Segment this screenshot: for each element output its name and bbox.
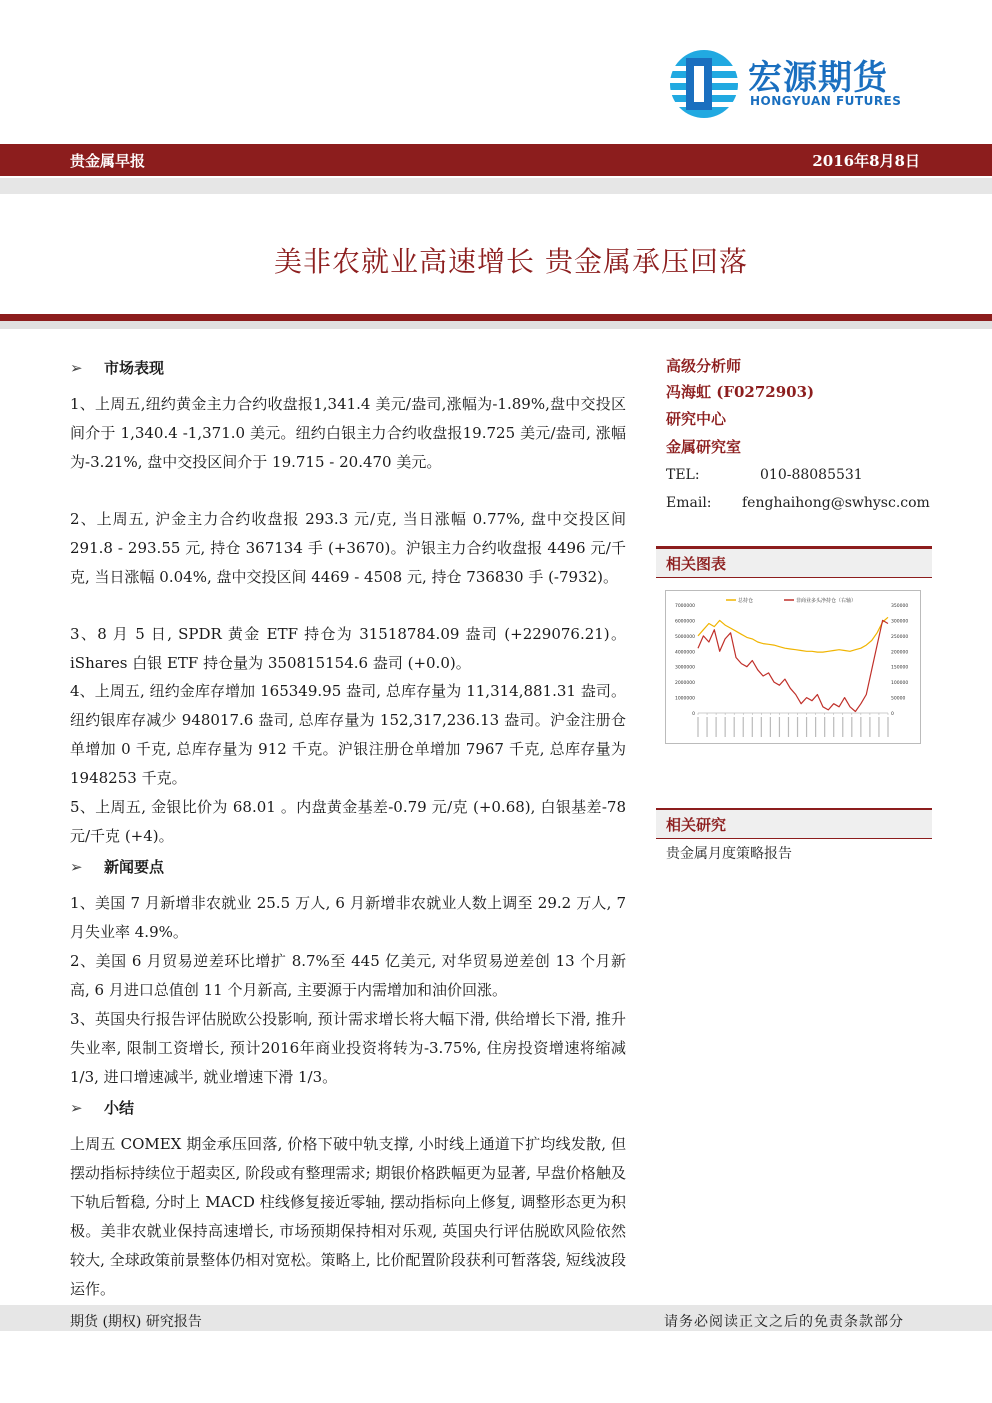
y-left-tick-label: 6000000 bbox=[674, 619, 695, 625]
research-office: 金属研究室 bbox=[666, 438, 742, 456]
legend-label: 总持仓 bbox=[738, 598, 754, 604]
x-tick-label bbox=[851, 717, 852, 737]
legend-label: 非商业多头净持仓（右轴） bbox=[796, 598, 857, 604]
y-right-tick-label: 50000 bbox=[891, 696, 906, 702]
x-tick-label bbox=[752, 717, 753, 737]
analyst-name: 冯海虹 (F0272903) bbox=[666, 383, 815, 401]
chevron-right-icon: ➢ bbox=[70, 858, 83, 876]
x-tick-label bbox=[706, 717, 707, 737]
analyst-title: 高级分析师 bbox=[666, 357, 742, 375]
x-tick-label bbox=[797, 717, 798, 737]
research-head-underline bbox=[656, 838, 932, 839]
y-right-tick-label: 250000 bbox=[891, 634, 909, 640]
x-tick-label bbox=[715, 717, 716, 737]
x-tick-label bbox=[887, 717, 888, 737]
report-type: 贵金属早报 bbox=[70, 152, 146, 170]
footer-left-text: 期货 (期权) 研究报告 bbox=[70, 1314, 202, 1330]
x-tick-label bbox=[878, 717, 879, 737]
y-right-tick-label: 350000 bbox=[891, 604, 909, 609]
company-logo bbox=[668, 44, 928, 120]
y-right-tick-label: 150000 bbox=[891, 665, 909, 671]
x-tick-label bbox=[869, 717, 870, 737]
logo-name-en: HONGYUAN FUTURES bbox=[750, 94, 902, 108]
series-line bbox=[698, 620, 888, 711]
x-tick-label bbox=[734, 717, 735, 737]
chart-head-underline bbox=[656, 577, 932, 578]
market-paragraph-4: 4、上周五, 纽约金库存增加 165349.95 盎司, 总库存量为 11,314,881.31 盎司。 纽约银库存减少 948017.6 盎司, 总库存量为 152,317,236.13 盎司。沪金注册仓单增加 0 千克, 总库存量为 912 千克。沪银注册仓单增加 7967 千克, 总库存量为 1948253 千克。 bbox=[70, 682, 626, 787]
y-right-tick-label: 300000 bbox=[891, 619, 909, 625]
x-tick-label bbox=[842, 717, 843, 737]
hongyuan-logo-icon bbox=[668, 48, 740, 120]
y-right-tick-label: 100000 bbox=[891, 681, 909, 687]
research-dept: 研究中心 bbox=[666, 410, 727, 428]
report-date: 2016年8月8日 bbox=[812, 152, 920, 170]
x-tick-label bbox=[815, 717, 816, 737]
chevron-right-icon: ➢ bbox=[70, 359, 83, 377]
y-right-tick-label: 0 bbox=[891, 712, 894, 717]
x-tick-label bbox=[806, 717, 807, 737]
logo-name-cn: 宏源期货 bbox=[748, 58, 888, 98]
news-paragraph-2: 2、美国 6 月贸易逆差环比增扩 8.7%至 445 亿美元, 对华贸易逆差创 13 个月新高, 6 月进口总值创 11 个月新高, 主要源于内需增加和油价回涨。 bbox=[70, 952, 626, 999]
x-tick-label bbox=[743, 717, 744, 737]
x-tick-label bbox=[824, 717, 825, 737]
section-heading-text: 新闻要点 bbox=[104, 858, 165, 876]
x-tick-label bbox=[833, 717, 834, 737]
market-paragraph-3: 3、8 月 5 日, SPDR 黄金 ETF 持仓为 31518784.09 盎司 (+229076.21)。iShares 白银 ETF 持仓量为 350815154.6 盎司 (+0.0)。 bbox=[70, 625, 626, 672]
market-paragraph-1: 1、上周五,纽约黄金主力合约收盘报1,341.4 美元/盎司,涨幅为-1.89%,盘中交投区间介于 1,340.4 -1,371.0 美元。纽约白银主力合约收盘报19.725 美元/盎司, 涨幅为-3.21%, 盘中交投区间介于 19.715 - 20.470 美元。 bbox=[70, 395, 626, 471]
y-left-tick-label: 2000000 bbox=[674, 681, 695, 687]
section-heading-news bbox=[70, 856, 164, 877]
email-label: Email: bbox=[666, 495, 712, 511]
news-paragraph-3: 3、英国央行报告评估脱欧公投影响, 预计需求增长将大幅下滑, 供给增长下滑, 推升失业率, 限制工资增长, 预计2016年商业投资将转为-3.75%, 住房投资增速将缩减 1/3, 进口增速减半, 就业增速下滑 1/3。 bbox=[70, 1010, 626, 1086]
x-tick-label bbox=[770, 717, 771, 737]
email-address[interactable]: fenghaihong@swhysc.com bbox=[742, 495, 930, 511]
tel-label: TEL: bbox=[666, 467, 700, 483]
x-tick-label bbox=[697, 717, 698, 737]
y-left-tick-label: 1000000 bbox=[674, 696, 695, 702]
x-tick-label bbox=[779, 717, 780, 737]
y-right-tick-label: 200000 bbox=[891, 650, 909, 656]
x-tick-label bbox=[761, 717, 762, 737]
chart-heading: 相关图表 bbox=[666, 555, 727, 573]
x-tick-label bbox=[860, 717, 861, 737]
holdings-chart bbox=[665, 590, 921, 744]
y-left-tick-label: 4000000 bbox=[674, 650, 695, 656]
y-left-tick-label: 5000000 bbox=[674, 634, 695, 640]
footer-disclaimer: 请务必阅读正文之后的免责条款部分 bbox=[664, 1314, 904, 1330]
summary-paragraph: 上周五 COMEX 期金承压回落, 价格下破中轨支撑, 小时线上通道下扩均线发散, 但摆动指标持续位于超卖区, 阶段或有整理需求; 期银价格跌幅更为显著, 早盘价格触及下轨后暂稳, 分时上 MACD 柱线修复接近零轴, 摆动指标向上修复, 调整形态更为积极。美非农就业保持高速增长, 市场预期保持相对乐观, 英国央行评估脱欧风险依然较大, 全球政策前景整体仍相对宽松。策略上, 比价配置阶段获利可暂落袋, 短线波段运作。 bbox=[70, 1135, 626, 1298]
series-line bbox=[698, 617, 888, 652]
chevron-right-icon: ➢ bbox=[70, 1099, 83, 1117]
related-research-link[interactable]: 贵金属月度策略报告 bbox=[666, 846, 792, 862]
y-left-tick-label: 7000000 bbox=[674, 604, 695, 609]
market-paragraph-5: 5、上周五, 金银比价为 68.01 。内盘黄金基差-0.79 元/克 (+0.68), 白银基差-78 元/千克 (+4)。 bbox=[70, 798, 626, 845]
tel-number: 010-88085531 bbox=[760, 467, 863, 483]
x-tick-label bbox=[788, 717, 789, 737]
section-heading-text: 市场表现 bbox=[104, 359, 165, 377]
header-divider bbox=[0, 178, 992, 194]
page-title: 美非农就业高速增长 贵金属承压回落 bbox=[274, 245, 748, 278]
research-heading: 相关研究 bbox=[666, 816, 727, 834]
holdings-chart-svg bbox=[666, 591, 920, 743]
y-left-tick-label: 3000000 bbox=[674, 665, 695, 671]
section-heading-market bbox=[70, 357, 164, 378]
news-paragraph-1: 1、美国 7 月新增非农就业 25.5 万人, 6 月新增非农就业人数上调至 29.2 万人, 7 月失业率 4.9%。 bbox=[70, 894, 626, 941]
title-divider bbox=[0, 314, 992, 321]
y-left-tick-label: 0 bbox=[692, 712, 695, 717]
x-tick-label bbox=[725, 717, 726, 737]
section-heading-text: 小结 bbox=[104, 1099, 135, 1117]
market-paragraph-2: 2、上周五, 沪金主力合约收盘报 293.3 元/克, 当日涨幅 0.77%, 盘中交投区间 291.8 - 293.55 元, 持仓 367134 手 (+3670)。沪银主力合约收盘报 4496 元/千克, 当日涨幅 0.04%, 盘中交投区间 4469 - 4508 元, 持仓 736830 手 (-7932)。 bbox=[70, 510, 626, 586]
title-divider-shade bbox=[0, 321, 992, 329]
section-heading-summary bbox=[70, 1097, 134, 1118]
